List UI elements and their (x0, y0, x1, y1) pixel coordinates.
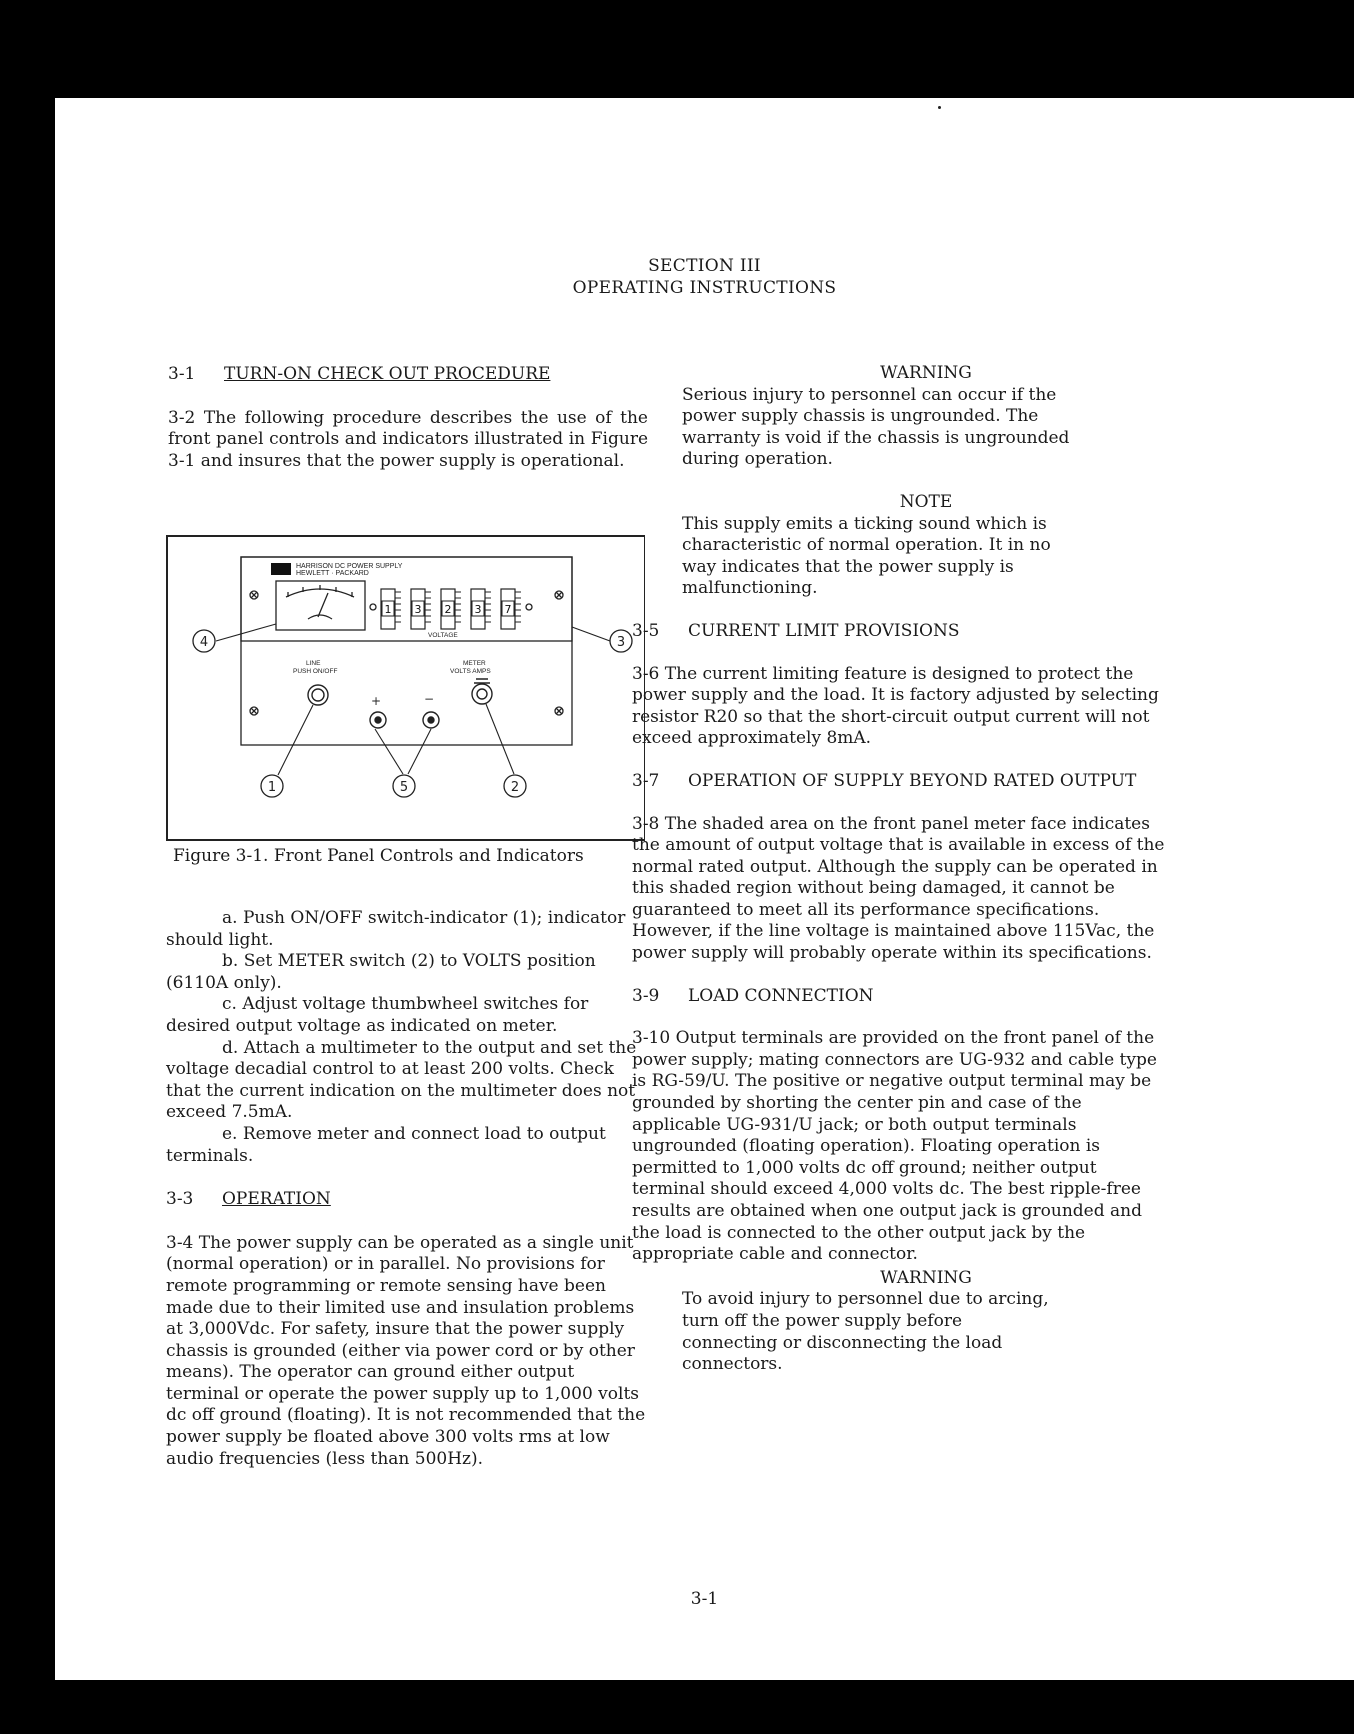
thumbwheel-5[interactable] (501, 589, 521, 629)
warning-1-title: WARNING (880, 363, 972, 383)
brand-line-1: HARRISON DC POWER SUPPLY (296, 563, 403, 570)
heading-3-5 (632, 621, 1170, 643)
thumbwheel-digit: 2 (444, 603, 452, 616)
thumbwheel-digit: 3 (474, 603, 482, 616)
paragraph-3-2: 3-2 The following procedure describes the use of the front panel controls and indicators illustrated in Figure 3-1 and insures that the power supply is operational. (168, 407, 648, 471)
heading-number: 3-3 (166, 1189, 194, 1210)
push-onoff-label: PUSH ON/OFF (293, 668, 338, 675)
document-page (55, 98, 1354, 1680)
step-c: c. Adjust voltage thumbwheel switches for desired output voltage as indicated on meter. (166, 994, 589, 1036)
minus-label: − (424, 692, 435, 706)
front-panel-outline (241, 557, 572, 745)
meter-switch (472, 684, 492, 704)
thumbwheel-2[interactable] (411, 589, 431, 629)
heading-title: CURRENT LIMIT PROVISIONS (688, 620, 960, 641)
callout-2: 2 (510, 780, 520, 795)
thumbwheel-3[interactable] (441, 589, 461, 629)
heading-number: 3-9 (632, 985, 660, 1006)
thumbwheel-switches[interactable] (381, 589, 521, 629)
paragraph-3-10: 3-10 Output terminals are provided on the front panel of the power supply; mating connectors are UG-932 and cable type is RG-59/U. The positive or negative output terminal may be grounded by shorting the center pin and case of the applicable UG-931/U jack; or both output terminals ungrounded (floating operation). Floating operation is permitted to 1,000 volts dc off ground; neither output terminal should exceed 4,000 volts dc. The best ripple-free results are obtained when one output jack is grounded and the load is connected to the other output jack by the appropriate cable and connector. (632, 1028, 1157, 1265)
brand-line-2: HEWLETT · PACKARD (296, 570, 369, 577)
front-panel-drawing (168, 537, 644, 839)
paragraph-3-4: 3-4 The power supply can be operated as a single unit (normal operation) or in parallel. No provisions for remote programming or remote sensing have been made due to their limited use and insulation problems at 3,000Vdc. For safety, insure that the power supply chassis is grounded (either via power cord or by other means). The operator can ground either output terminal or operate the power supply up to 1,000 volts dc off ground (floating). It is not recommended that the power supply be floated above 300 volts rms at low audio frequencies (less than 500Hz). (166, 1232, 646, 1469)
section-heading: SECTION III (648, 256, 761, 276)
volts-amps-label: VOLTS AMPS (450, 668, 491, 675)
power-switch (308, 685, 328, 705)
paragraph-3-8: 3-8 The shaded area on the front panel meter face indicates the amount of output voltage that is available in excess of the normal rated output. Although the supply can be operated in this shaded region without being damaged, it cannot be guaranteed to meet all its performance specifications. However, if the line voltage is maintained above 115Vac, the power supply will probably operate within its specifications. (632, 813, 1165, 964)
note-text: This supply emits a ticking sound which is characteristic of normal operation. It in no way indicates that the power supply is malfunctioning. (682, 513, 1051, 599)
heading-3-3 (166, 1189, 648, 1211)
callout-3: 3 (616, 635, 626, 650)
line-label: LINE (306, 660, 321, 667)
warning-1-text: Serious injury to personnel can occur if the power supply chassis is ungrounded. The warranty is void if the chassis is ungrounded during operation. (682, 384, 1070, 470)
thumbwheel-1[interactable] (381, 589, 401, 629)
heading-title: LOAD CONNECTION (688, 985, 874, 1006)
thumbwheel-4[interactable] (471, 589, 491, 629)
paragraph-3-6: 3-6 The current limiting feature is designed to protect the power supply and the load. It is factory adjusted by selecting resistor R20 so that the short-circuit output current will not exceed approximately 8mA. (632, 663, 1159, 749)
thumbwheel-digit: 3 (414, 603, 422, 616)
plus-label: + (371, 694, 382, 708)
heading-number: 3-7 (632, 770, 660, 791)
heading-title: TURN-ON CHECK OUT PROCEDURE (224, 364, 551, 384)
step-b: b. Set METER switch (2) to VOLTS position (6110A only). (166, 951, 596, 993)
scan-speck (938, 106, 941, 109)
left-column-top (168, 364, 648, 472)
warning-2-title: WARNING (880, 1267, 972, 1288)
callout-5: 5 (399, 780, 409, 795)
thumbwheel-digit: 1 (384, 603, 392, 616)
heading-title: OPERATION OF SUPPLY BEYOND RATED OUTPUT (688, 770, 1137, 791)
section-subheading: OPERATING INSTRUCTIONS (572, 278, 837, 298)
figure-caption: Figure 3-1. Front Panel Controls and Indicators (173, 846, 584, 866)
warning-2-text: To avoid injury to personnel due to arcing, turn off the power supply before connecting or disconnecting the load connectors. (682, 1289, 1049, 1375)
left-column-bottom (166, 908, 648, 1470)
heading-number: 3-1 (168, 364, 196, 384)
heading-3-9 (632, 986, 1170, 1008)
callout-4: 4 (199, 635, 209, 650)
hp-logo (271, 563, 291, 575)
callout-1: 1 (267, 780, 277, 795)
voltage-label: VOLTAGE (428, 632, 458, 639)
figure-3-1 (166, 535, 645, 841)
step-a: a. Push ON/OFF switch-indicator (1); indicator should light. (166, 908, 626, 950)
step-d: d. Attach a multimeter to the output and set the voltage decadial control to at least 200 volts. Check that the current indication on the multimeter does not exceed 7.5mA. (166, 1037, 637, 1123)
right-column (632, 363, 1170, 1376)
meter-label: METER (463, 660, 486, 667)
note-title: NOTE (899, 491, 953, 512)
heading-3-1 (168, 364, 648, 386)
page-number: 3-1 (690, 1589, 719, 1609)
thumbwheel-digit: 7 (504, 603, 512, 616)
heading-title: OPERATION (222, 1189, 331, 1210)
heading-3-7 (632, 771, 1170, 793)
step-e: e. Remove meter and connect load to output terminals. (166, 1123, 606, 1166)
heading-number: 3-5 (632, 620, 660, 641)
